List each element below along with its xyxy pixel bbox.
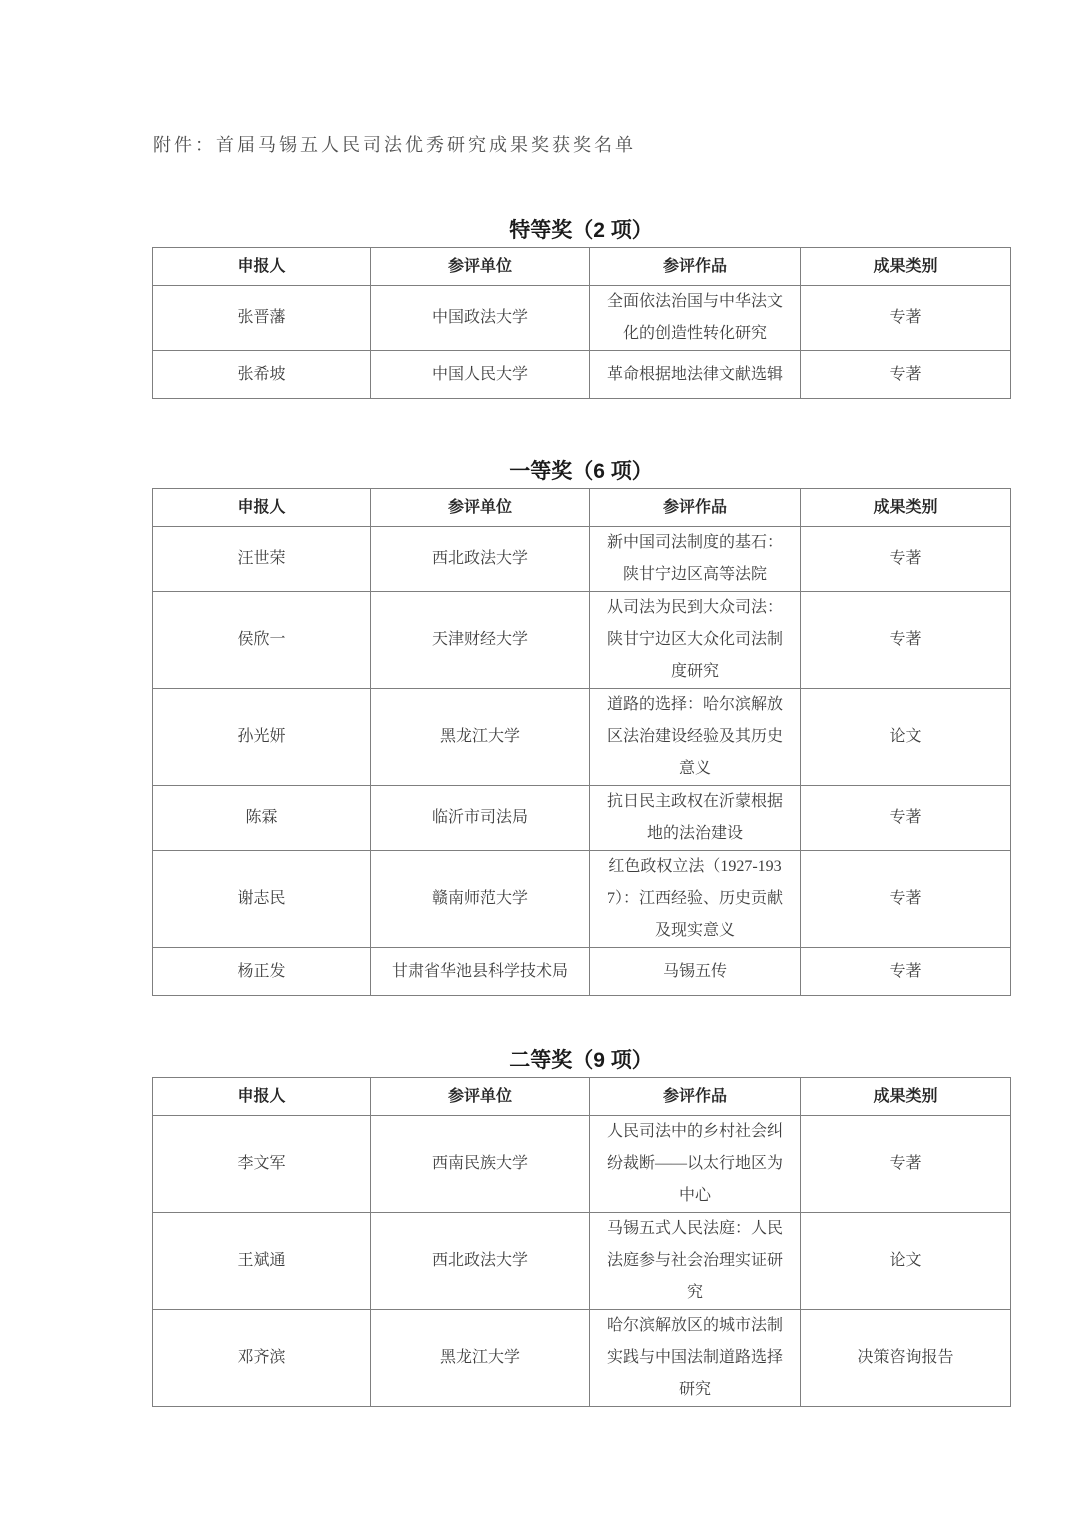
table-row <box>153 1116 1011 1213</box>
applicant-cell: 孙光妍 <box>153 689 371 786</box>
table-body <box>153 527 1011 996</box>
category-cell: 论文 <box>801 689 1011 786</box>
table-header-row <box>153 1078 1011 1116</box>
column-header-work: 参评作品 <box>590 248 801 286</box>
work-cell: 道路的选择：哈尔滨解放区法治建设经验及其历史意义 <box>590 689 801 786</box>
table-row <box>153 351 1011 399</box>
category-cell: 专著 <box>801 948 1011 996</box>
table-row <box>153 1310 1011 1407</box>
column-header-unit: 参评单位 <box>371 248 590 286</box>
table-header <box>153 489 1011 527</box>
section-title-first-prize: 一等奖（6 项） <box>509 460 653 483</box>
applicant-cell: 李文军 <box>153 1116 371 1213</box>
second-prize-table <box>152 1077 1011 1407</box>
table-body <box>153 286 1011 399</box>
unit-cell: 黑龙江大学 <box>371 689 590 786</box>
unit-cell: 西北政法大学 <box>371 1213 590 1310</box>
category-cell: 专著 <box>801 286 1011 351</box>
work-cell: 马锡五式人民法庭：人民法庭参与社会治理实证研究 <box>590 1213 801 1310</box>
applicant-cell: 谢志民 <box>153 851 371 948</box>
category-cell: 专著 <box>801 851 1011 948</box>
table-body <box>153 1116 1011 1407</box>
table-row <box>153 689 1011 786</box>
section-title-special-prize: 特等奖（2 项） <box>509 219 653 242</box>
work-cell: 全面依法治国与中华法文化的创造性转化研究 <box>590 286 801 351</box>
applicant-cell: 王斌通 <box>153 1213 371 1310</box>
applicant-cell: 张晋藩 <box>153 286 371 351</box>
table-header-row <box>153 489 1011 527</box>
first-prize-table <box>152 488 1011 996</box>
unit-cell: 临沂市司法局 <box>371 786 590 851</box>
unit-cell: 赣南师范大学 <box>371 851 590 948</box>
attachment-title: 附件：首届马锡五人民司法优秀研究成果奖获奖名单 <box>153 135 636 155</box>
column-header-applicant: 申报人 <box>153 248 371 286</box>
category-cell: 决策咨询报告 <box>801 1310 1011 1407</box>
first-prize-section <box>0 459 1080 996</box>
work-cell: 哈尔滨解放区的城市法制实践与中国法制道路选择研究 <box>590 1310 801 1407</box>
table-header-row <box>153 248 1011 286</box>
unit-cell: 中国政法大学 <box>371 286 590 351</box>
column-header-category: 成果类别 <box>801 489 1011 527</box>
second-prize-section <box>0 1048 1080 1407</box>
table-row <box>153 592 1011 689</box>
work-cell: 从司法为民到大众司法：陕甘宁边区大众化司法制度研究 <box>590 592 801 689</box>
table-row <box>153 851 1011 948</box>
table-row <box>153 527 1011 592</box>
applicant-cell: 汪世荣 <box>153 527 371 592</box>
work-cell: 革命根据地法律文献选辑 <box>590 351 801 399</box>
table-header <box>153 1078 1011 1116</box>
work-cell: 抗日民主政权在沂蒙根据地的法治建设 <box>590 786 801 851</box>
category-cell: 专著 <box>801 1116 1011 1213</box>
work-cell: 马锡五传 <box>590 948 801 996</box>
column-header-unit: 参评单位 <box>371 1078 590 1116</box>
table-header <box>153 248 1011 286</box>
work-cell: 人民司法中的乡村社会纠纷裁断——以太行地区为中心 <box>590 1116 801 1213</box>
column-header-category: 成果类别 <box>801 248 1011 286</box>
special-prize-section <box>0 218 1080 399</box>
unit-cell: 中国人民大学 <box>371 351 590 399</box>
applicant-cell: 陈霖 <box>153 786 371 851</box>
unit-cell: 西北政法大学 <box>371 527 590 592</box>
applicant-cell: 张希坡 <box>153 351 371 399</box>
unit-cell: 黑龙江大学 <box>371 1310 590 1407</box>
category-cell: 专著 <box>801 786 1011 851</box>
work-cell: 新中国司法制度的基石：陕甘宁边区高等法院 <box>590 527 801 592</box>
unit-cell: 天津财经大学 <box>371 592 590 689</box>
special-prize-table <box>152 247 1011 399</box>
work-cell: 红色政权立法（1927-1937）：江西经验、历史贡献及现实意义 <box>590 851 801 948</box>
column-header-applicant: 申报人 <box>153 1078 371 1116</box>
section-title-second-prize: 二等奖（9 项） <box>509 1049 653 1072</box>
column-header-work: 参评作品 <box>590 1078 801 1116</box>
column-header-unit: 参评单位 <box>371 489 590 527</box>
table-row <box>153 1213 1011 1310</box>
unit-cell: 西南民族大学 <box>371 1116 590 1213</box>
unit-cell: 甘肃省华池县科学技术局 <box>371 948 590 996</box>
applicant-cell: 侯欣一 <box>153 592 371 689</box>
table-row <box>153 948 1011 996</box>
column-header-applicant: 申报人 <box>153 489 371 527</box>
column-header-category: 成果类别 <box>801 1078 1011 1116</box>
category-cell: 专著 <box>801 592 1011 689</box>
table-row <box>153 286 1011 351</box>
category-cell: 论文 <box>801 1213 1011 1310</box>
category-cell: 专著 <box>801 351 1011 399</box>
category-cell: 专著 <box>801 527 1011 592</box>
applicant-cell: 邓齐滨 <box>153 1310 371 1407</box>
column-header-work: 参评作品 <box>590 489 801 527</box>
applicant-cell: 杨正发 <box>153 948 371 996</box>
table-row <box>153 786 1011 851</box>
